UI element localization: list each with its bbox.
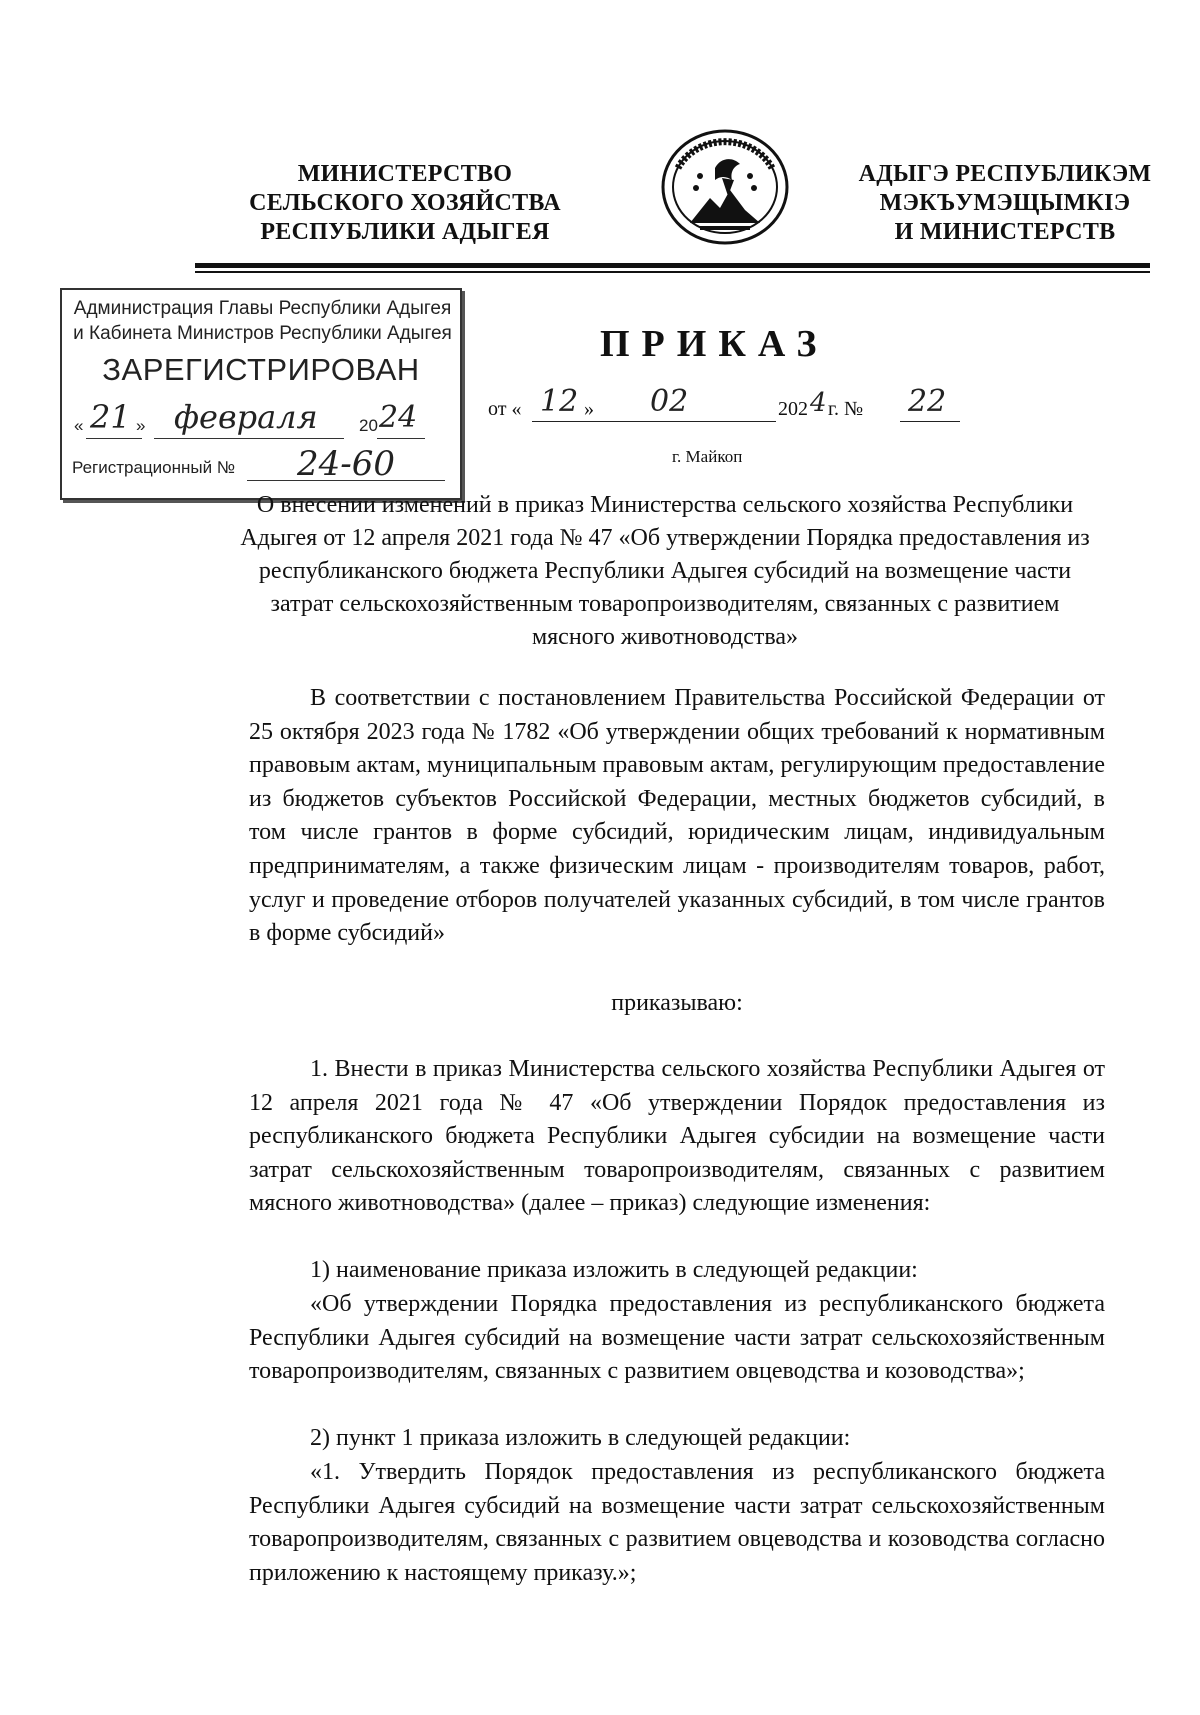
order-word: приказываю:: [611, 990, 743, 1016]
order-day: 12: [540, 384, 579, 419]
header-left-line: МИНИСТЕРСТВО: [297, 161, 513, 187]
stamp-reg-number: 24-60: [297, 444, 396, 484]
stamp-year-prefix: 20: [359, 416, 378, 435]
header-right-line: И МИНИСТЕРСТВ: [894, 219, 1116, 245]
subitem-2-text: «1. Утвердить Порядок предоставления из республиканского бюджета Республики Адыгея субсидий на возмещение части затрат сельскохозяйственным товаропроизводителям, связанных с развитием овцеводства и козоводства согласно приложению к настоящему приказу.»;: [249, 1459, 1105, 1586]
header-rule-thin: [195, 271, 1150, 273]
coat-of-arms-icon: [660, 128, 790, 246]
order-year-suffix: 4: [810, 388, 827, 418]
stamp-registered-label: ЗАРЕГИСТРИРОВАН: [102, 352, 420, 387]
header-rule-thick: [195, 263, 1150, 268]
subitem-2-heading: 2) пункт 1 приказа изложить в следующей редакции:: [310, 1425, 851, 1451]
header-right-line: АДЫГЭ РЕСПУБЛИКЭМ: [858, 161, 1152, 187]
order-year-tail: г. №: [828, 398, 864, 420]
stamp-open-quote: «: [74, 416, 84, 435]
stamp-authority-line1: Администрация Главы Республики Адыгея: [73, 298, 452, 319]
preamble-paragraph: В соответствии с постановлением Правительства Российской Федерации от 25 октября 2023 года № 1782 «Об утверждении общих требований к нормативным правовым актам, муниципальным правовым актам, регулирующим предоставление из бюджетов субъектов Российской Федерации, местных бюджетов субсидий, в том числе грантов в форме субсидий, юридическим лицам, индивидуальным предпринимателям, а также физическим лицам - производителям товаров, работ, услуг и проведение отборов получателей указанных субсидий, в том числе грантов в форме субсидий»: [249, 685, 1105, 947]
order-year-prefix: 202: [778, 398, 808, 420]
order-day-close: »: [584, 398, 594, 420]
header-left-line: СЕЛЬСКОГО ХОЗЯЙСТВА: [249, 190, 561, 216]
order-from-prefix: от «: [488, 398, 522, 420]
ministry-name-adyghe: [855, 160, 1155, 247]
stamp-reg-number-label: Регистрационный №: [72, 458, 236, 477]
order-city: г. Майкоп: [672, 447, 743, 466]
stamp-month: февраля: [174, 398, 318, 436]
stamp-date: [74, 398, 454, 442]
registration-stamp: [60, 288, 462, 500]
document-type: ПРИКАЗ: [600, 323, 829, 365]
ministry-name-russian: [240, 160, 570, 247]
header-right-line: МЭКЪУМЭЩЫМКIЭ: [879, 190, 1131, 216]
item-1-paragraph: 1. Внести в приказ Министерства сельского хозяйства Республики Адыгея от 12 апреля 2021 года № 47 «Об утверждении Порядок предоставления из республиканского бюджета Республики Адыгея субсидии на возмещение части затрат сельскохозяйственным товаропроизводителям, связанных с развитием мясного животноводства» (далее – приказ) следующие изменения:: [249, 1056, 1105, 1217]
order-title: О внесении изменений в приказ Министерства сельского хозяйства Республики Адыгея от 12 апреля 2021 года № 47 «Об утверждении Порядка предоставления из республиканского бюджета Республики Адыгея субсидий на возмещение части затрат сельскохозяйственным товаропроизводителям, связанных с развитием мясного животноводства»: [240, 492, 1090, 650]
order-number: 22: [908, 384, 947, 419]
subitem-1-text: «Об утверждении Порядка предоставления из республиканского бюджета Республики Адыгея субсидий на возмещение части затрат сельскохозяйственным товаропроизводителям, связанных с развитием овцеводства и козоводства»;: [249, 1291, 1105, 1385]
stamp-day: 21: [90, 398, 131, 436]
stamp-authority-line2: и Кабинета Министров Республики Адыгея: [73, 323, 452, 344]
subitem-1-heading: 1) наименование приказа изложить в следующей редакции:: [310, 1257, 918, 1283]
header-left-line: РЕСПУБЛИКИ АДЫГЕЯ: [260, 219, 550, 245]
order-month: 02: [650, 384, 689, 419]
stamp-close-quote: »: [136, 416, 146, 435]
order-date-number: [488, 384, 988, 428]
stamp-year-suffix: 24: [379, 400, 418, 435]
